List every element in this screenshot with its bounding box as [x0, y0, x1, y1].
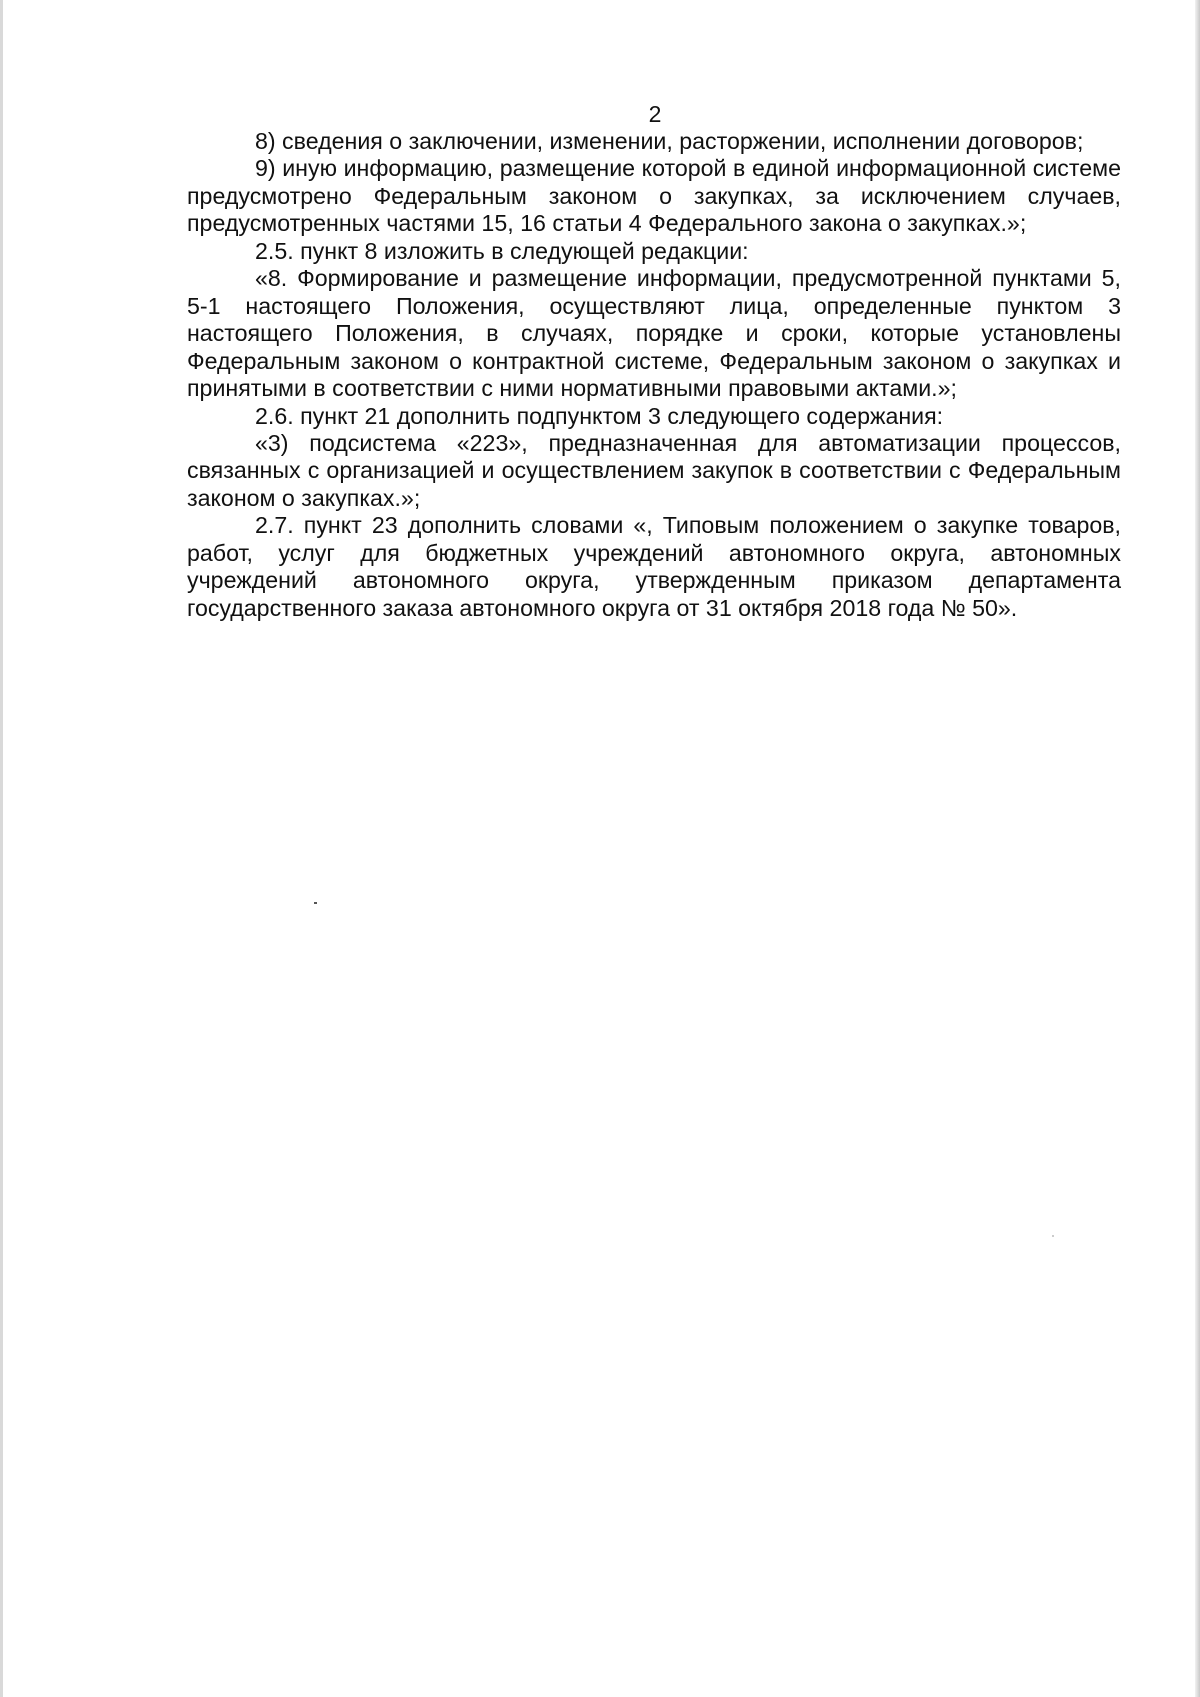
- scan-right-edge: [1195, 0, 1200, 1697]
- paragraph-2-6: 2.6. пункт 21 дополнить подпунктом 3 следующего содержания:: [255, 402, 944, 429]
- page-number: 2: [648, 101, 662, 127]
- paragraph-item-9: 9) иную информацию, размещение которой в единой информационной системе предусмотрено Федеральным законом о закупках, за исключением случаев, предусмотренных частями 15, 16 статьи 4 Федерального закона о закупках.»;: [187, 155, 1121, 237]
- paragraph-quoted-subpoint-3: «3) подсистема «223», предназначенная для автоматизации процессов, связанных с организацией и осуществлением закупок в соответствии с Федеральным законом о закупках.»;: [187, 429, 1121, 511]
- paragraph-2-5: 2.5. пункт 8 изложить в следующей редакции:: [255, 237, 749, 264]
- paragraph-2-7: 2.7. пункт 23 дополнить словами «, Типовым положением о закупке товаров, работ, услуг для бюджетных учреждений автономного округа, автономных учреждений автономного округа, утвержденным приказом департамента государственного заказа автономного округа от 31 октября 2018 года № 50».: [187, 512, 1121, 621]
- document-body: [187, 128, 1121, 622]
- scan-speck: [314, 902, 317, 904]
- scan-speck: [1052, 1235, 1054, 1237]
- scan-left-edge: [0, 0, 3, 1697]
- paragraph-item-8: 8) сведения о заключении, изменении, расторжении, исполнении договоров;: [255, 128, 1084, 154]
- paragraph-quoted-point-8: «8. Формирование и размещение информации, предусмотренной пунктами 5, 5-1 настоящего Положения, осуществляют лица, определенные пунктом 3 настоящего Положения, в случаях, порядке и сроки, которые установлены Федеральным законом о контрактной системе, Федеральным законом о закупках и принятыми в соответствии с ними нормативными правовыми актами.»;: [187, 265, 1121, 402]
